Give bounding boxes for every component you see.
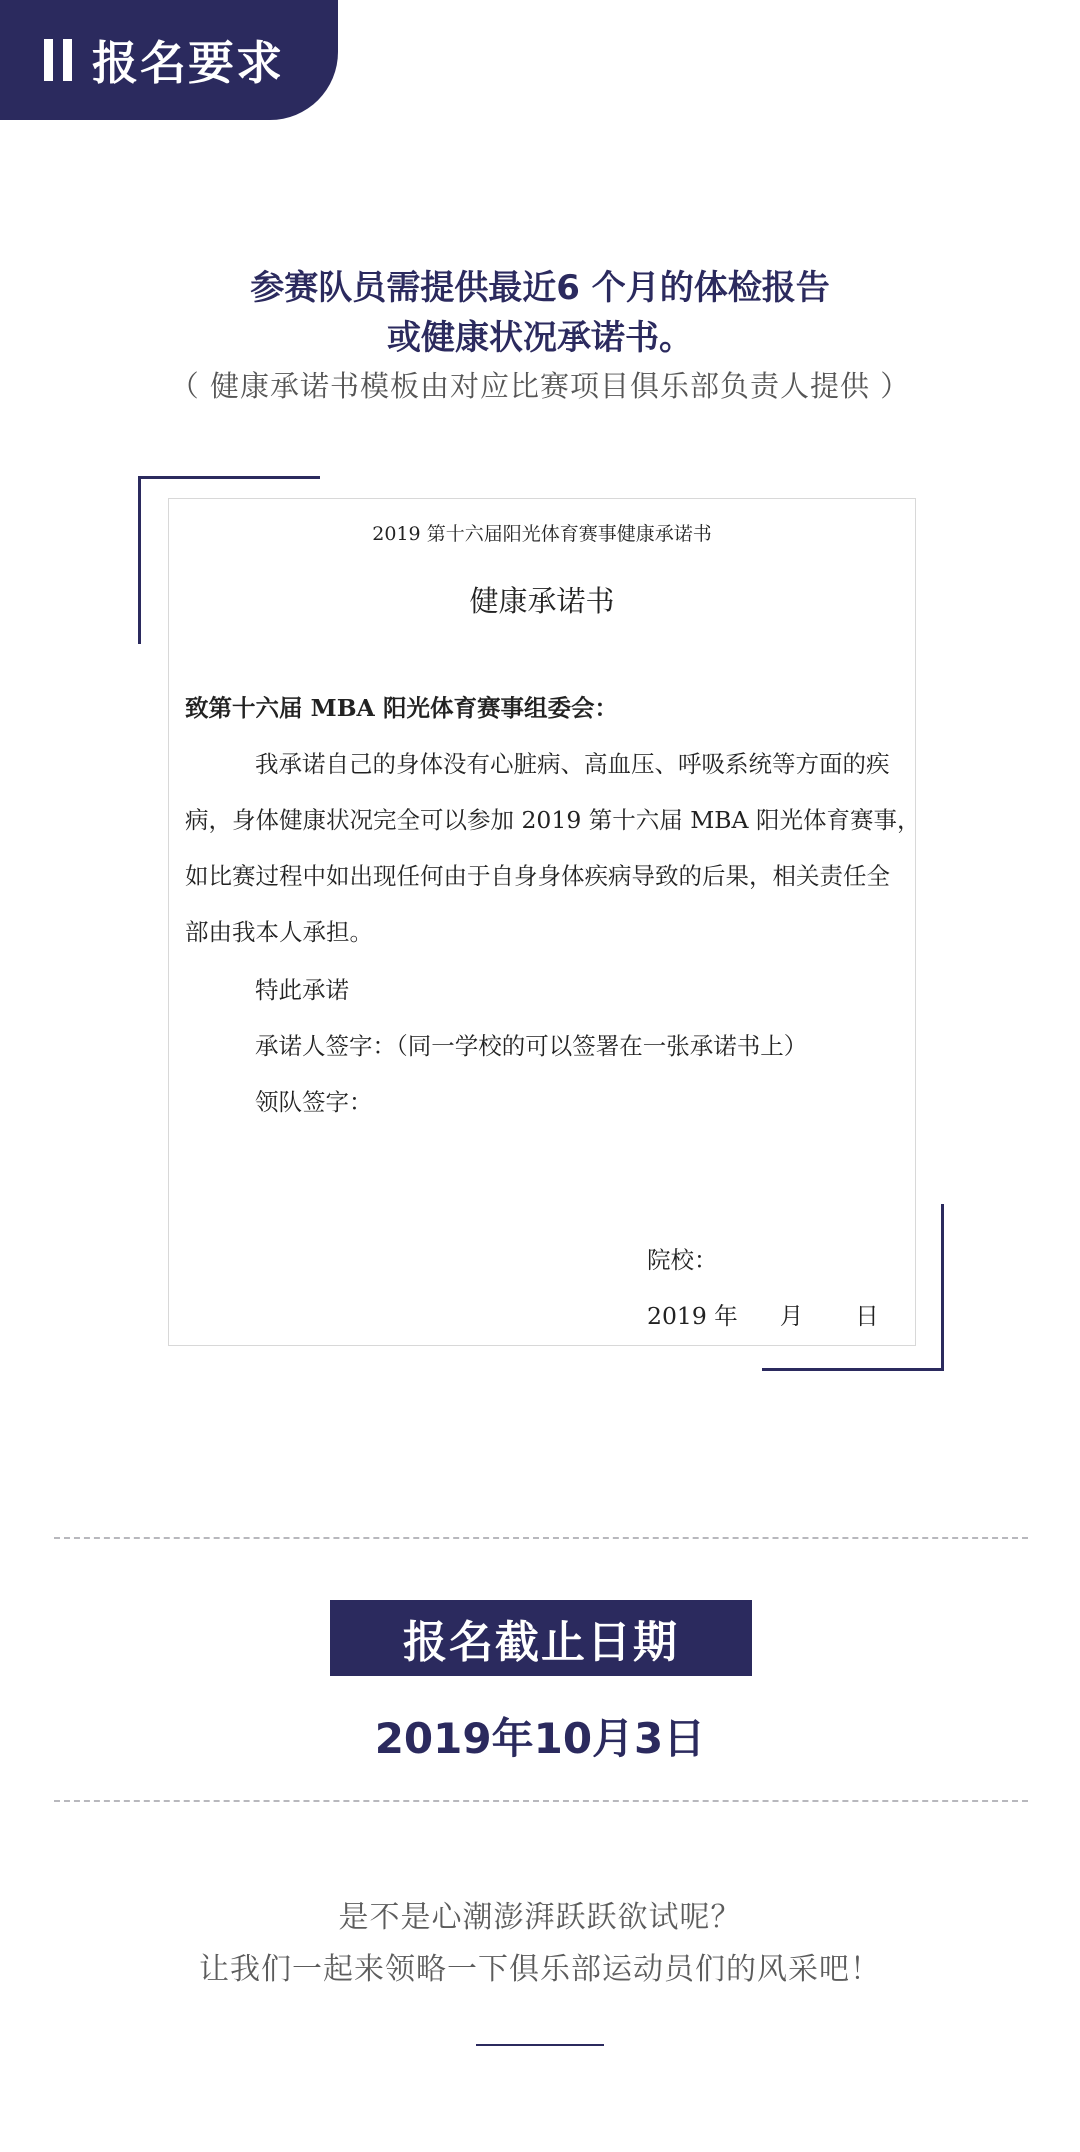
document-title: 健康承诺书 [469, 584, 615, 618]
closing-invitation: 让我们一起来领略一下俱乐部运动员们的风采吧！ [199, 1952, 881, 1987]
document-date-day: 日 [855, 1302, 879, 1330]
health-pledge-document [168, 498, 921, 1346]
dashed-divider-top [54, 1537, 1028, 1539]
document-leader-line: 领队签字： [255, 1088, 373, 1116]
deadline-date: 2019年10月3日 [374, 1714, 706, 1763]
frame-corner-top-left [138, 476, 320, 479]
document-school-line: 院校： [647, 1246, 718, 1274]
section-title: 报名要求 [92, 36, 284, 90]
frame-corner-top-left-vertical [138, 476, 141, 644]
document-body-line: 病，身体健康状况完全可以参加 2019 第十六届 MBA 阳光体育赛事， [185, 806, 921, 834]
document-date-month: 月 [779, 1302, 804, 1330]
section-header-tab [0, 0, 338, 120]
dashed-divider-bottom [54, 1800, 1028, 1802]
document-pledge: 特此承诺 [255, 976, 349, 1004]
deadline-label-banner: 报名截止日期 [330, 1600, 752, 1676]
document-body-line: 我承诺自己的身体没有心脏病、高血压、呼吸系统等方面的疾 [255, 750, 890, 778]
end-divider [476, 2044, 604, 2046]
intro-requirement-line2: 或健康状况承诺书。 [387, 318, 693, 358]
intro-template-note: （ 健康承诺书模板由对应比赛项目俱乐部负责人提供 ） [169, 369, 911, 403]
document-date-year: 2019 年 [647, 1302, 738, 1330]
frame-corner-bottom-right-vertical [941, 1204, 944, 1371]
document-body-line: 如比赛过程中如出现任何由于自身身体疾病导致的后果，相关责任全 [185, 862, 890, 890]
double-bar-icon [44, 39, 72, 81]
document-signer-line: 承诺人签字：（同一学校的可以签署在一张承诺书上） [255, 1032, 808, 1060]
frame-corner-bottom-right [762, 1368, 944, 1371]
document-caption: 2019 第十六届阳光体育赛事健康承诺书 [372, 523, 712, 545]
document-body-line: 部由我本人承担。 [185, 918, 373, 946]
document-date-line [647, 1297, 879, 1331]
document-addressee: 致第十六届 MBA 阳光体育赛事组委会： [185, 694, 618, 722]
closing-question: 是不是心潮澎湃跃跃欲试呢？ [338, 1900, 742, 1935]
intro-requirement-line1: 参赛队员需提供最近6 个月的体检报告 [250, 268, 830, 308]
